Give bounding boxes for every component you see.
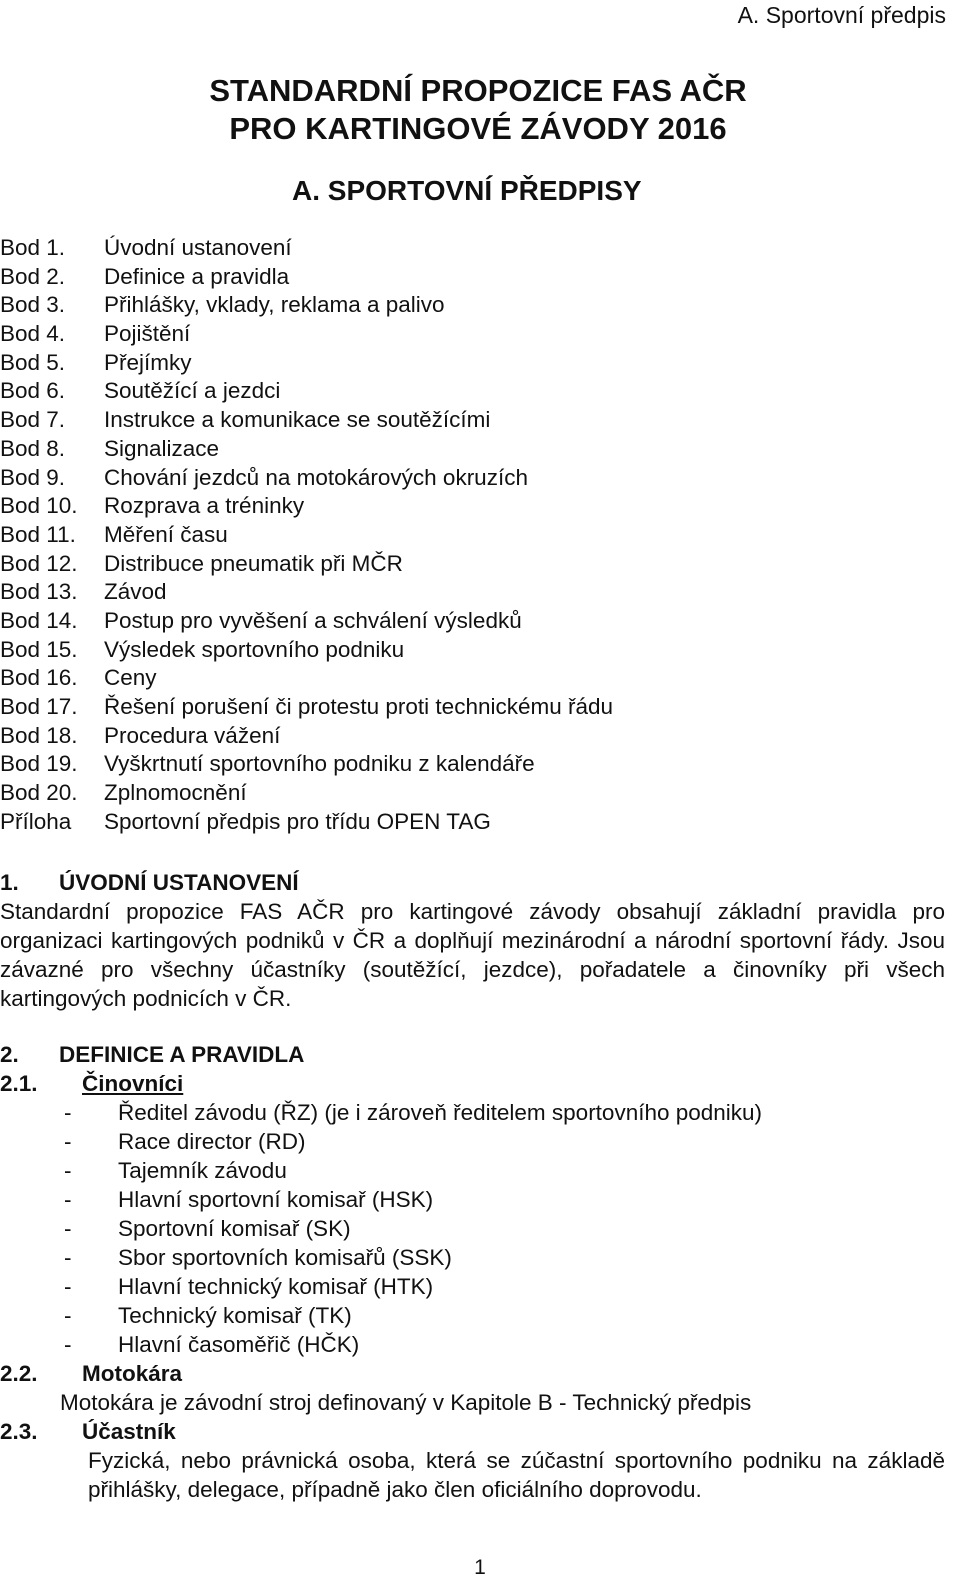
toc-row	[0, 750, 940, 779]
section-number: 2.	[0, 1042, 19, 1067]
toc-title: Závod	[104, 579, 167, 605]
toc-title: Chování jezdců na motokárových okruzích	[104, 464, 528, 490]
toc-title: Přejímky	[104, 349, 192, 375]
doc-title-line1: STANDARDNÍ PROPOZICE FAS AČR	[209, 73, 747, 108]
page-number: 1	[474, 1556, 486, 1579]
toc-number: Bod 9.	[0, 464, 66, 490]
dash-bullet: -	[64, 1303, 72, 1328]
list-item	[64, 1214, 945, 1243]
section-1-heading	[0, 868, 945, 897]
list-item-text: Hlavní sportovní komisař (HSK)	[118, 1187, 434, 1212]
section-1-body: Standardní propozice FAS AČR pro kartingové závody obsahují základní pravidla pro organizaci kartingových podniků v ČR a doplňují mezinárodní a národní sportovní řády. Jsou závazné pro všechny účastníky (soutěžící, jezdce), pořadatele a činovníky při všech kartingových podnicích v ČR.	[0, 899, 945, 1011]
toc-number: Bod 7.	[0, 407, 66, 433]
dash-bullet: -	[64, 1216, 72, 1241]
dash-bullet: -	[64, 1245, 72, 1270]
toc-row	[0, 550, 940, 579]
toc-row	[0, 693, 940, 722]
toc-title: Úvodní ustanovení	[104, 235, 292, 260]
toc-title: Signalizace	[104, 435, 220, 461]
dash-bullet: -	[64, 1129, 72, 1154]
subsection-number: 2.3.	[0, 1419, 38, 1444]
subsection-2-2-body: Motokára je závodní stroj definovaný v Kapitole B - Technický předpis	[60, 1390, 752, 1415]
list-item	[64, 1330, 945, 1359]
officials-list	[0, 1098, 945, 1359]
toc-title: Definice a pravidla	[104, 263, 290, 289]
toc-row	[0, 464, 940, 493]
toc-number: Bod 3.	[0, 292, 66, 318]
running-header: A. Sportovní předpis	[737, 2, 946, 28]
list-item	[64, 1156, 945, 1185]
toc-row	[0, 320, 940, 349]
toc-row	[0, 406, 940, 435]
toc-title: Výsledek sportovního podniku	[104, 636, 405, 662]
subsection-number: 2.1.	[0, 1071, 38, 1096]
list-item	[64, 1301, 945, 1330]
toc-number: Bod 13.	[0, 579, 78, 605]
doc-subtitle: A. SPORTOVNÍ PŘEDPISY	[292, 175, 642, 206]
toc-title: Přihlášky, vklady, reklama a palivo	[104, 292, 445, 318]
section-2	[0, 1040, 945, 1504]
toc-title: Distribuce pneumatik při MČR	[104, 550, 403, 576]
toc-row	[0, 435, 940, 464]
toc-row	[0, 492, 940, 521]
toc-title: Instrukce a komunikace se soutěžícími	[104, 407, 491, 433]
toc-number: Bod 15.	[0, 636, 78, 662]
toc-number: Bod 2.	[0, 263, 66, 289]
toc-number: Bod 10.	[0, 493, 78, 519]
toc-row	[0, 377, 940, 406]
toc-title: Rozprava a tréninky	[104, 493, 305, 519]
subsection-title: Motokára	[82, 1361, 183, 1386]
list-item	[64, 1272, 945, 1301]
toc-title: Vyškrtnutí sportovního podniku z kalendáře	[104, 751, 535, 777]
dash-bullet: -	[64, 1158, 72, 1183]
toc-title: Postup pro vyvěšení a schválení výsledků	[104, 607, 522, 633]
list-item-text: Tajemník závodu	[118, 1158, 287, 1183]
toc-row	[0, 349, 940, 378]
toc-row	[0, 234, 940, 263]
subsection-2-3-body: Fyzická, nebo právnická osoba, která se zúčastní sportovního podniku na základě přihlášky, delegace, případně jako člen oficiálního doprovodu.	[88, 1448, 945, 1502]
toc-row	[0, 607, 940, 636]
toc-number: Bod 14.	[0, 607, 78, 633]
toc-number: Bod 11.	[0, 521, 76, 547]
toc-title: Sportovní předpis pro třídu OPEN TAG	[104, 808, 491, 834]
toc-number: Bod 6.	[0, 378, 66, 404]
toc-number: Bod 17.	[0, 694, 78, 719]
toc-row	[0, 808, 940, 837]
list-item	[64, 1185, 945, 1214]
toc-row	[0, 779, 940, 808]
list-item	[64, 1127, 945, 1156]
dash-bullet: -	[64, 1100, 72, 1125]
toc-number: Příloha	[0, 808, 72, 834]
toc-title: Řešení porušení či protestu proti technickému řádu	[104, 694, 614, 719]
subsection-title: Účastník	[82, 1419, 176, 1444]
dash-bullet: -	[64, 1274, 72, 1299]
toc-row	[0, 291, 940, 320]
dash-bullet: -	[64, 1187, 72, 1212]
section-1	[0, 868, 945, 1013]
dash-bullet: -	[64, 1332, 72, 1357]
toc-number: Bod 8.	[0, 435, 66, 461]
list-item-text: Sbor sportovních komisařů (SSK)	[118, 1245, 452, 1270]
toc-row	[0, 263, 940, 292]
toc-number: Bod 12.	[0, 550, 78, 576]
toc-title: Měření času	[104, 521, 228, 547]
toc-number: Bod 18.	[0, 722, 78, 748]
toc-number: Bod 16.	[0, 665, 78, 691]
toc-row	[0, 722, 940, 751]
subsection-2-1-heading	[0, 1069, 945, 1098]
toc-title: Ceny	[104, 665, 157, 691]
list-item-text: Hlavní technický komisař (HTK)	[118, 1274, 434, 1299]
subsection-2-2-heading	[0, 1359, 945, 1388]
subsection-number: 2.2.	[0, 1361, 38, 1386]
list-item	[64, 1243, 945, 1272]
toc-number: Bod 5.	[0, 349, 66, 375]
doc-title-line2: PRO KARTINGOVÉ ZÁVODY 2016	[229, 111, 727, 146]
list-item	[64, 1098, 945, 1127]
list-item-text: Ředitel závodu (ŘZ) (je i zároveň ředitelem sportovního podniku)	[118, 1100, 763, 1125]
section-title: ÚVODNÍ USTANOVENÍ	[59, 870, 299, 895]
toc-number: Bod 1.	[0, 235, 66, 260]
toc-title: Soutěžící a jezdci	[104, 378, 281, 404]
table-of-contents	[0, 234, 940, 836]
toc-title: Procedura vážení	[104, 722, 281, 748]
section-number: 1.	[0, 870, 19, 895]
toc-title: Zplnomocnění	[104, 780, 247, 806]
toc-number: Bod 4.	[0, 321, 66, 347]
toc-number: Bod 20.	[0, 780, 78, 806]
subsection-2-3-heading	[0, 1417, 945, 1446]
toc-row	[0, 521, 940, 550]
list-item-text: Race director (RD)	[118, 1129, 306, 1154]
section-2-heading	[0, 1040, 945, 1069]
toc-title: Pojištění	[104, 321, 191, 347]
section-title: DEFINICE A PRAVIDLA	[59, 1042, 305, 1067]
toc-number: Bod 19.	[0, 751, 78, 777]
list-item-text: Technický komisař (TK)	[118, 1303, 352, 1328]
toc-row	[0, 664, 940, 693]
list-item-text: Sportovní komisař (SK)	[118, 1216, 351, 1241]
toc-row	[0, 578, 940, 607]
list-item-text: Hlavní časoměřič (HČK)	[118, 1332, 360, 1357]
toc-row	[0, 636, 940, 665]
subsection-title: Činovníci	[82, 1071, 184, 1096]
